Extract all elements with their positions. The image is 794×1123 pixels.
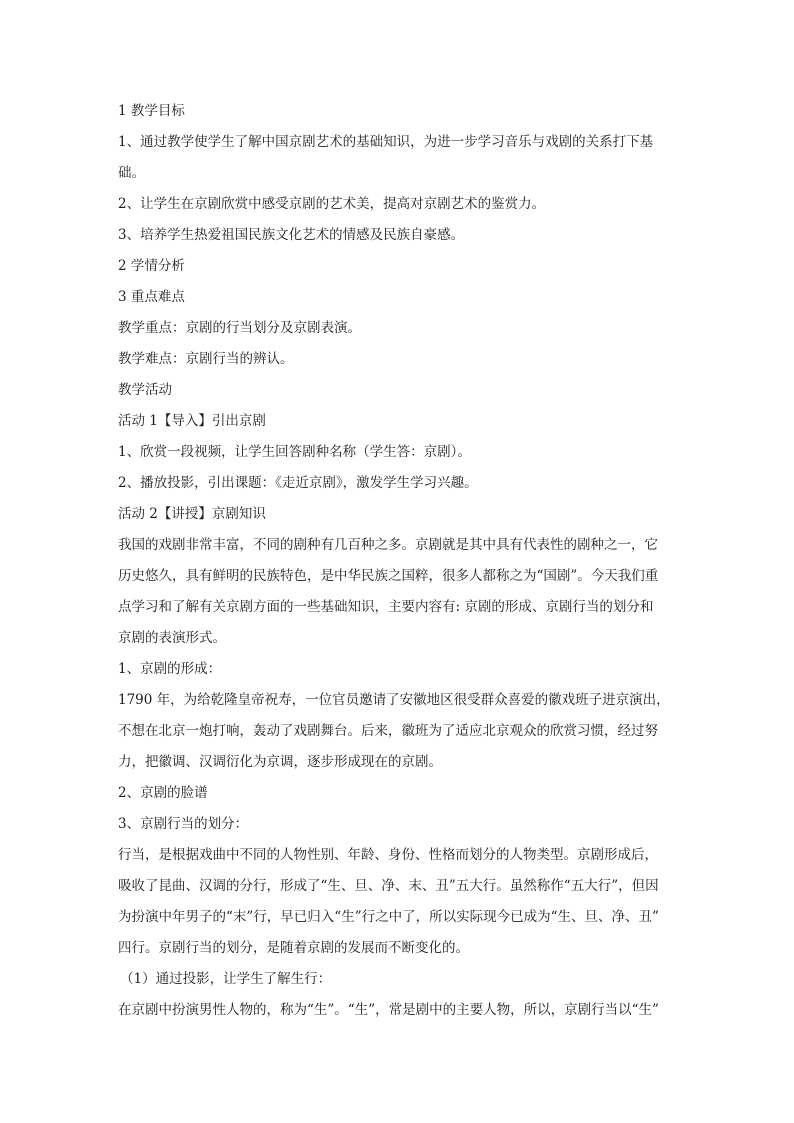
roles-paragraph-line-4: 四行。京剧行当的划分，是随着京剧的发展而不断变化的。 [118,940,469,956]
sheng-role-paragraph-line-1: 在京剧中扮演男性人物的，称为“生”。“生”，常是剧中的主要人物，所以，京剧行当以“生” [118,1002,659,1018]
activity-2-title: 活动 2【讲授】京剧知识 [118,506,266,522]
formation-paragraph-line-3: 力，把徽调、汉调衍化为京调，逐步形成现在的京剧。 [118,754,442,770]
goal-3: 3、培养学生热爱祖国民族文化艺术的情感及民族自豪感。 [118,227,465,243]
formation-paragraph-line-1: 1790 年，为给乾隆皇帝祝寿，一位官员邀请了安徽地区很受群众喜爱的徽戏班子进京演出， [118,692,670,708]
document-page [118,96,678,1026]
formation-paragraph-line-2: 不想在北京一炮打响，轰动了戏剧舞台。后来，徽班为了适应北京观众的欣赏习惯，经过努 [118,723,658,739]
goal-1-line-2: 础。 [118,165,145,181]
heading-teaching-goals: 1 教学目标 [118,103,185,119]
roles-paragraph-line-3: 为扮演中年男子的“末”行，早已归入“生”行之中了，所以实际现今已成为“生、旦、净、丑” [118,909,659,925]
section-roles-title: 3、京剧行当的划分： [118,816,249,832]
section-facial-makeup-title: 2、京剧的脸谱 [118,785,208,801]
teaching-key-point: 教学重点：京剧的行当划分及京剧表演。 [118,320,361,336]
teaching-difficulty: 教学难点：京剧行当的辨认。 [118,351,294,367]
roles-paragraph-line-2: 吸收了昆曲、汉调的分行，形成了“生、旦、净、末、丑”五大行。虽然称作“五大行”，但因 [118,878,659,894]
goal-2: 2、让学生在京剧欣赏中感受京剧的艺术美，提高对京剧艺术的鉴赏力。 [118,196,546,212]
heading-student-analysis: 2 学情分析 [118,258,185,274]
activity-1-title: 活动 1【导入】引出京剧 [118,413,266,429]
heading-key-difficulties: 3 重点难点 [118,289,185,305]
intro-paragraph-line-3: 点学习和了解有关京剧方面的一些基础知识，主要内容有: 京剧的形成、京剧行当的划分和 [118,599,654,615]
intro-paragraph-line-4: 京剧的表演形式。 [118,630,226,646]
sheng-role-subtitle: （1）通过投影，让学生了解生行： [120,971,332,987]
intro-paragraph-line-2: 历史悠久，具有鲜明的民族特色，是中华民族之国粹，很多人都称之为“国剧”。今天我们重 [118,568,659,584]
intro-paragraph-line-1: 我国的戏剧非常丰富，不同的剧种有几百种之多。京剧就是其中具有代表性的剧种之一，它 [118,537,658,553]
goal-1-line-1: 1、通过教学使学生了解中国京剧艺术的基础知识，为进一步学习音乐与戏剧的关系打下基 [118,134,654,150]
activity-1-step-2: 2、播放投影，引出课题：《走近京剧》，激发学生学习兴趣。 [118,475,478,491]
heading-teaching-activities: 教学活动 [118,382,172,398]
activity-1-step-1: 1、欣赏一段视频，让学生回答剧种名称（学生答：京剧）。 [118,444,471,460]
section-formation-title: 1、京剧的形成： [118,661,222,677]
roles-paragraph-line-1: 行当，是根据戏曲中不同的人物性别、年龄、身份、性格而划分的人物类型。京剧形成后， [118,847,658,863]
